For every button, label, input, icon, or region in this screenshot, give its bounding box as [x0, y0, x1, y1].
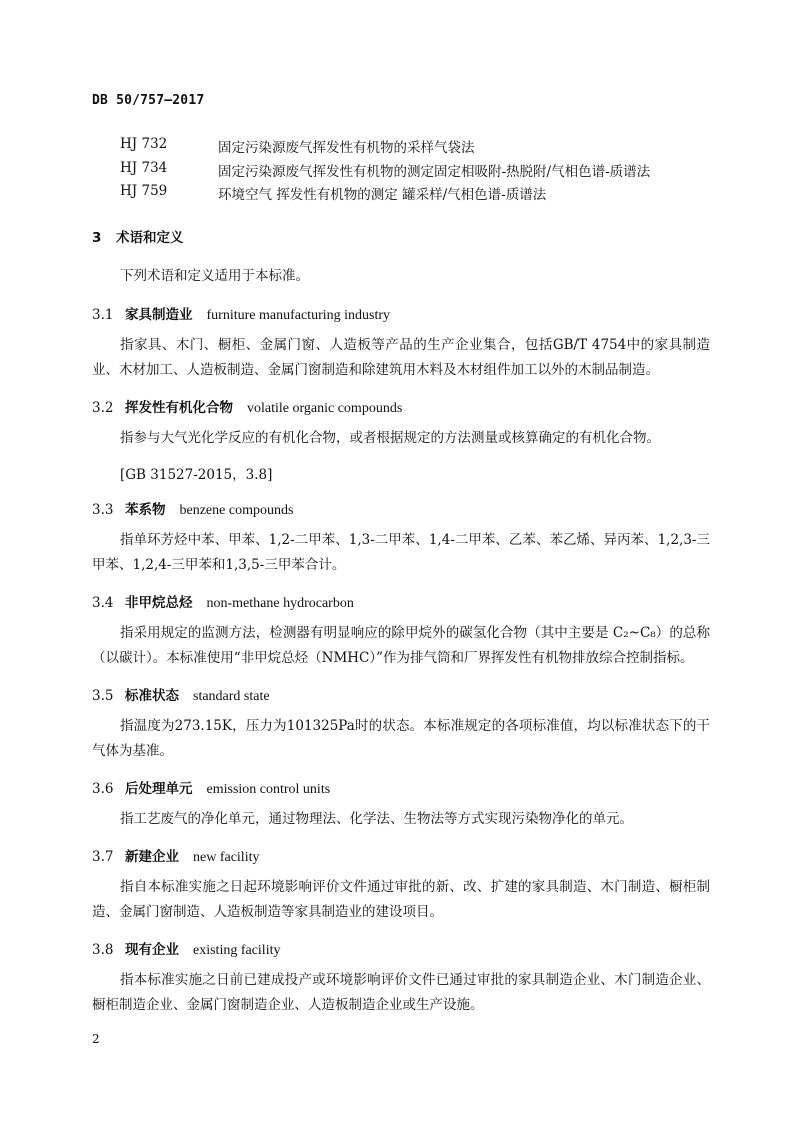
term-number: 3.7: [92, 849, 114, 865]
term-heading: [92, 845, 259, 866]
section-heading: [92, 226, 184, 246]
reference-code: HJ 759: [120, 183, 168, 199]
term-number: 3.6: [92, 781, 114, 797]
term-definition: 指参与大气光化学反应的有机化合物，或者根据规定的方法测量或核算确定的有机化合物。: [120, 430, 660, 446]
term-english: new facility: [193, 850, 260, 865]
term-english: emission control units: [206, 782, 331, 797]
section-intro: 下列术语和定义适用于本标准。: [120, 268, 309, 284]
term-english: volatile organic compounds: [247, 401, 403, 416]
term-definition: 指单环芳烃中苯、甲苯、1,2-二甲苯、1,3-二甲苯、1,4-二甲苯、乙苯、苯乙烯、异丙苯、1,2,3-三甲苯、1,2,4-三甲苯和1,3,5-三甲苯合计。: [92, 532, 710, 573]
term-definition: 指工艺废气的净化单元，通过物理法、化学法、生物法等方式实现污染物净化的单元。: [120, 811, 633, 827]
term-chinese: 标准状态: [125, 688, 179, 704]
term-number: 3.8: [92, 942, 114, 958]
term-heading: [92, 777, 330, 798]
term-number: 3.4: [92, 595, 114, 611]
term-chinese: 挥发性有机化合物: [125, 400, 233, 416]
reference-title: 固定污染源废气挥发性有机物的采样气袋法: [218, 140, 475, 156]
reference-title: 环境空气 挥发性有机物的测定 罐采样/气相色谱-质谱法: [218, 187, 547, 203]
term-heading: [92, 303, 390, 324]
term-number: 3.1: [92, 307, 114, 323]
term-chinese: 家具制造业: [125, 307, 193, 323]
term-heading: [92, 938, 280, 959]
term-citation: [GB 31527-2015，3.8]: [120, 467, 273, 483]
term-definition: 指家具、木门、橱柜、金属门窗、人造板等产品的生产企业集合，包括GB/T 4754中的家具制造业、木材加工、人造板制造、金属门窗制造和除建筑用木料及木材组件加工以外的木制品制造。: [92, 337, 710, 378]
term-definition: 指温度为273.15K，压力为101325Pa时的状态。本标准规定的各项标准值，均以标准状态下的干气体为基准。: [92, 718, 710, 759]
term-english: furniture manufacturing industry: [206, 308, 391, 323]
term-chinese: 新建企业: [125, 849, 179, 865]
reference-code: HJ 734: [120, 160, 168, 176]
term-number: 3.5: [92, 688, 114, 704]
page-number: 2: [92, 1032, 100, 1046]
term-heading: [92, 396, 402, 417]
term-english: non-methane hydrocarbon: [206, 596, 354, 611]
term-english: benzene compounds: [179, 503, 294, 518]
section-title: 术语和定义: [116, 230, 184, 246]
term-chinese: 现有企业: [125, 942, 179, 958]
term-chinese: 非甲烷总烃: [125, 595, 193, 611]
section-number: 3: [92, 230, 102, 246]
standard-code: DB 50/757—2017: [92, 93, 205, 108]
term-chinese: 苯系物: [125, 502, 166, 518]
term-definition: 指采用规定的监测方法，检测器有明显响应的除甲烷外的碳氢化合物（其中主要是 C₂~C₈）的总称（以碳计）。本标准使用“非甲烷总烃（NMHC）”作为排气筒和厂界挥发性有机物排放综合控制指标。: [92, 625, 710, 666]
term-heading: [92, 591, 354, 612]
term-chinese: 后处理单元: [125, 781, 193, 797]
term-english: standard state: [193, 689, 270, 704]
reference-code: HJ 732: [120, 136, 168, 152]
term-heading: [92, 684, 270, 705]
term-number: 3.2: [92, 400, 114, 416]
term-number: 3.3: [92, 502, 114, 518]
term-definition: 指自本标准实施之日起环境影响评价文件通过审批的新、改、扩建的家具制造、木门制造、橱柜制造、金属门窗制造、人造板制造等家具制造业的建设项目。: [92, 879, 710, 920]
reference-title: 固定污染源废气挥发性有机物的测定固定相吸附-热脱附/气相色谱-质谱法: [218, 164, 651, 180]
term-heading: [92, 498, 293, 519]
term-definition: 指本标准实施之日前已建成投产或环境影响评价文件已通过审批的家具制造企业、木门制造企业、橱柜制造企业、金属门窗制造企业、人造板制造企业或生产设施。: [92, 972, 710, 1013]
term-english: existing facility: [193, 943, 281, 958]
